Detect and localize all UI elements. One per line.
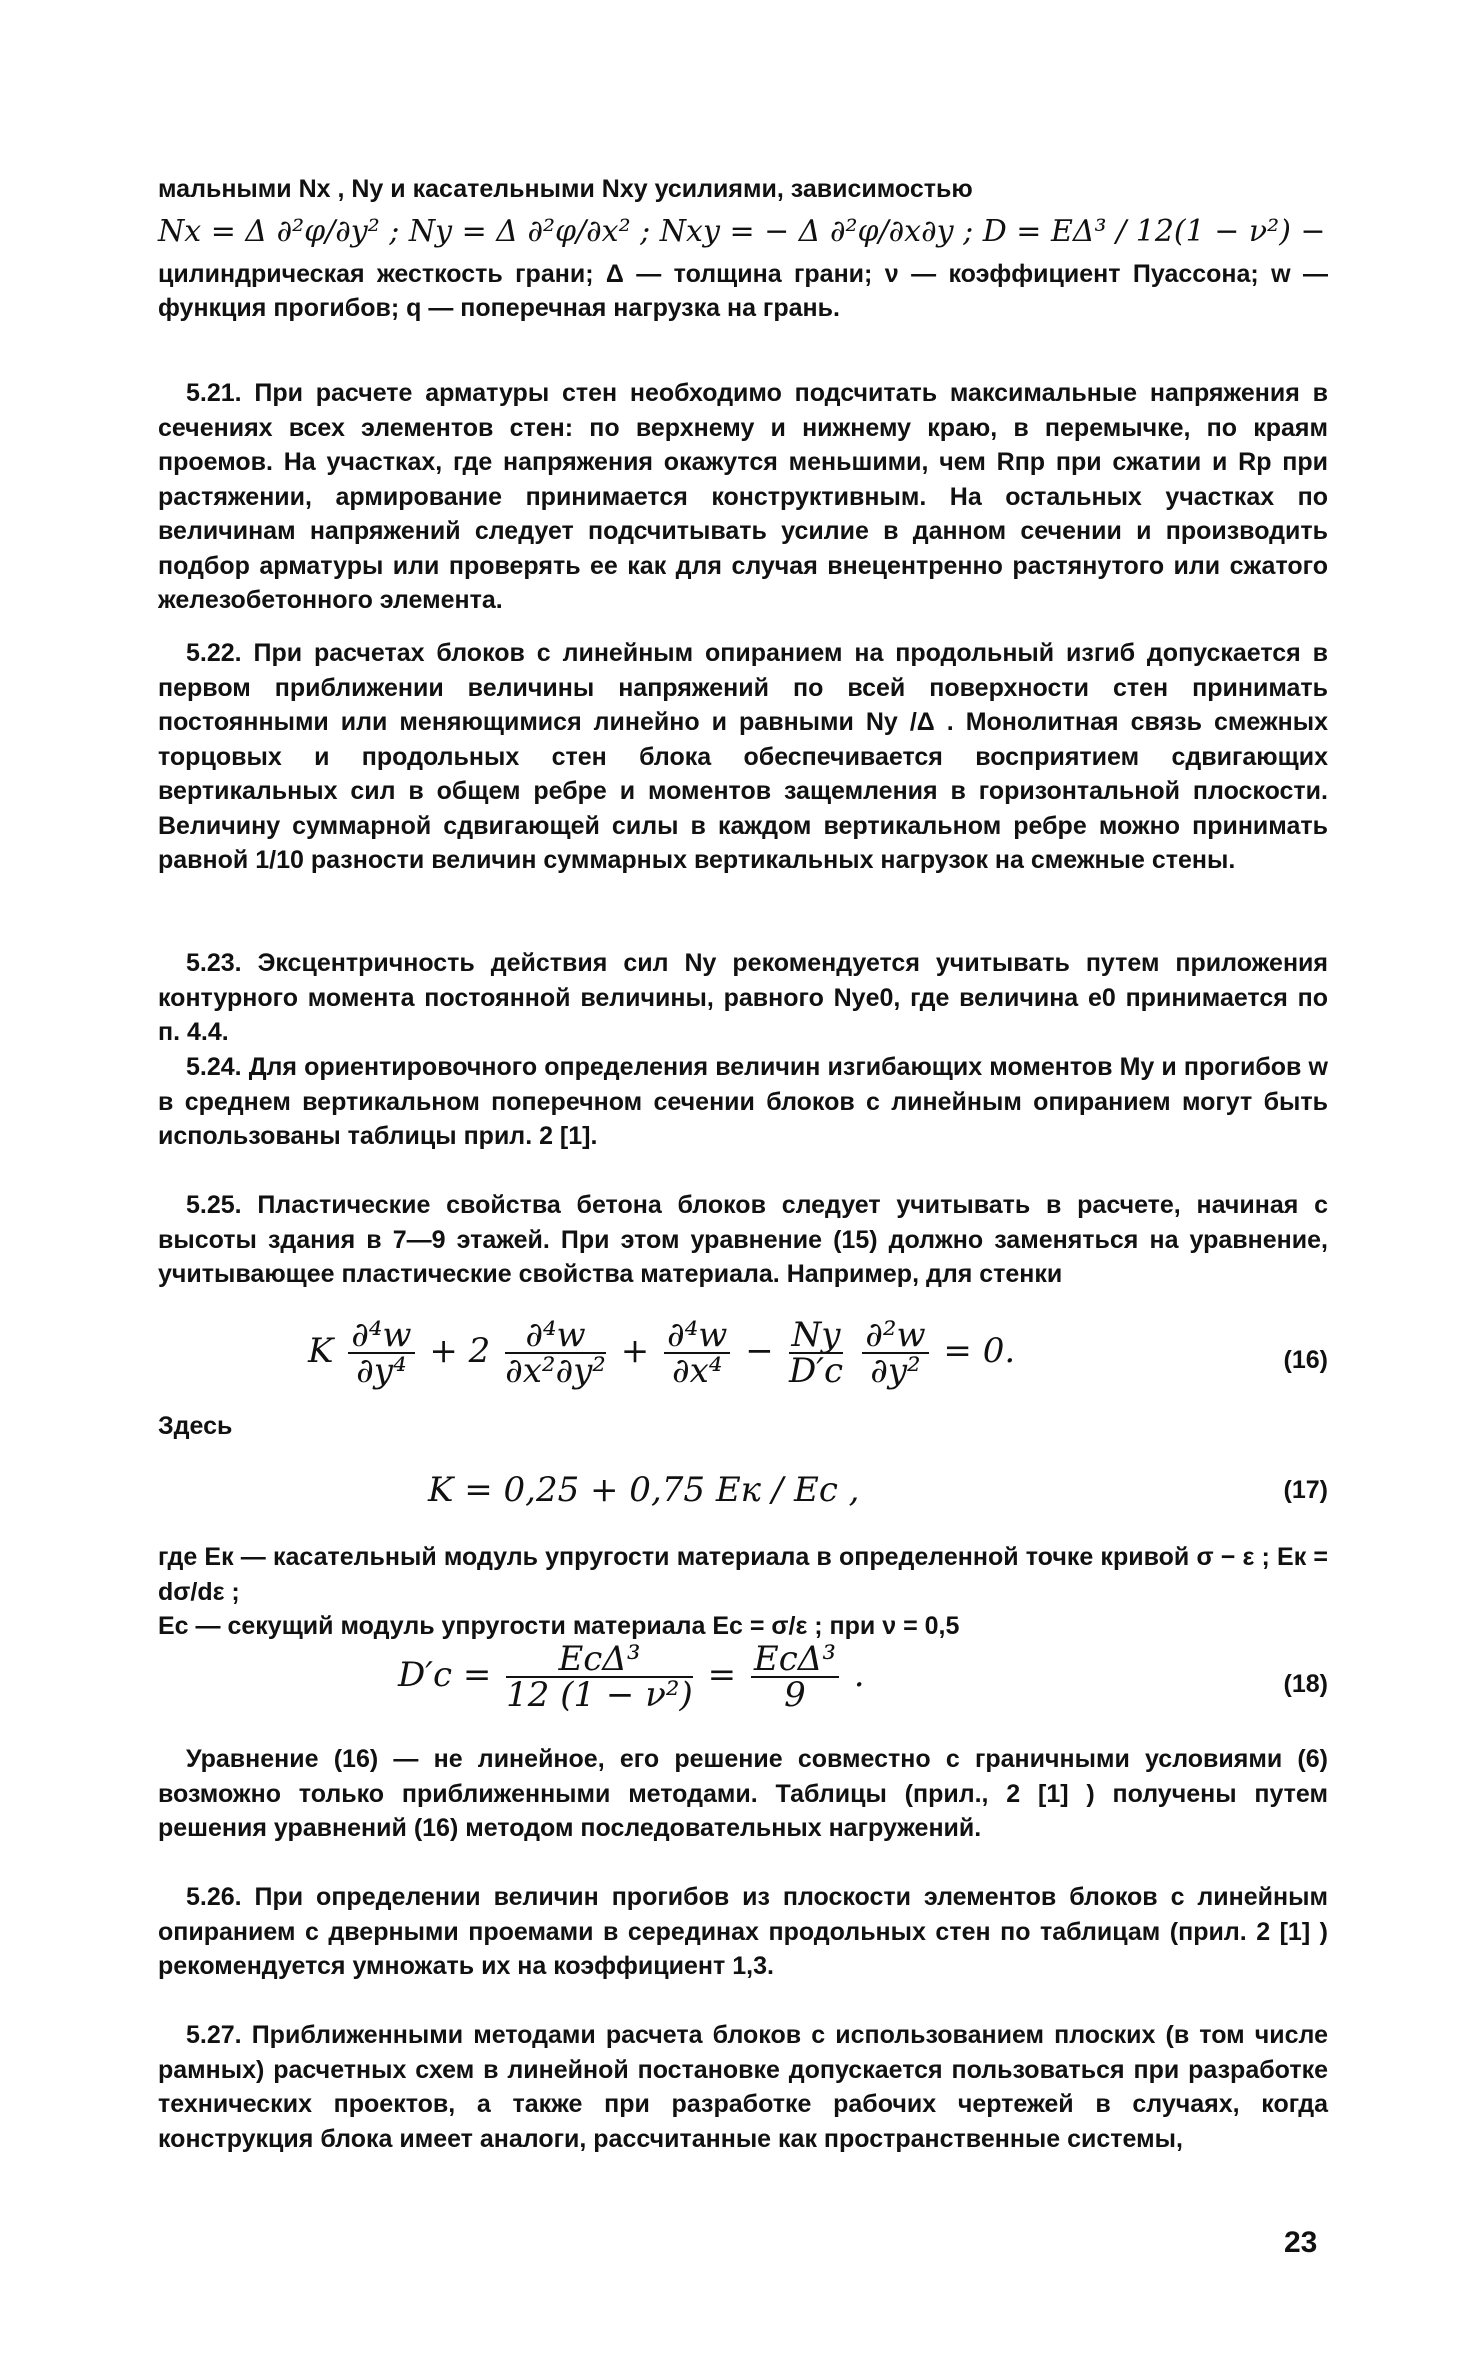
paragraph-5-27 (158, 2018, 1328, 2156)
eq16-op: − (745, 1331, 774, 1371)
eq18-lhs: D′c = (398, 1655, 492, 1695)
eq16-term-3: $\frac{\text{∂⁴w}}{\text{∂x⁴}}$ (664, 1318, 730, 1388)
paragraph-5-23 (158, 946, 1328, 1050)
equation-16 (158, 1304, 1328, 1391)
paragraph-5-26 (158, 1880, 1328, 1984)
equation-number: (17) (1283, 1476, 1328, 1504)
paragraph-text: Уравнение (16) — не линейное, его решение совместно с граничными условиями (6) возможно только приближенными методами. Таблицы (прил., 2 [1] ) получены путем решения уравнений (16) методом последовательных нагружений. (158, 1745, 1328, 1842)
eq18-op: = (707, 1655, 737, 1695)
paragraph-text: 5.21. При расчете арматуры стен необходимо подсчитать максимальные напряжения в сечениях всех элементов стен: по верхнему и нижнему краю, в перемычке, по краям проемов. На участках, где напряжения окажутся меньшими, чем Rпр при сжатии и Rр при растяжении, армирование принимается конструктивным. На остальных участках по величинам напряжений следует подсчитывать усилие в данном сечении и производить подбор арматуры или проверять ее как для случая внецентренно растянутого или сжатого железобетонного элемента. (158, 379, 1328, 614)
eq18-tail: . (853, 1655, 865, 1695)
eq16-op: + 2 (429, 1331, 491, 1371)
equation-number: (16) (1283, 1346, 1328, 1374)
eq18-fraction-2: $\frac{\text{EcΔ³}}{9}$ (751, 1642, 839, 1712)
paragraph-5-21 (158, 376, 1328, 618)
paragraph-text: 5.24. Для ориентировочного определения величин изгибающих моментов My и прогибов w в среднем вертикальном поперечном сечении блоков с линейным опиранием могут быть использованы таблицы прил. 2 [1]. (158, 1053, 1328, 1150)
eq16-term-5: $\frac{\text{∂²w}}{\text{∂y²}}$ (862, 1318, 928, 1388)
eq16-lead: K (308, 1331, 334, 1371)
paragraph-text: 5.26. При определении величин прогибов из плоскости элементов блоков с линейным опиранием с дверными проемами в серединах продольных стен по таблицам (прил. 2 [1] ) рекомендуется умножать их на коэффициент 1,3. (158, 1883, 1328, 1980)
paragraph-text: 5.27. Приближенными методами расчета блоков с использованием плоских (в том числе рамных) расчетных схем в линейной постановке допускается пользоваться при разработке технических проектов, а также при разработке рабочих чертежей в случаях, когда конструкция блока имеет аналоги, рассчитанные как пространственные системы, (158, 2021, 1328, 2153)
paragraph-text: 5.23. Эксцентричность действия сил Ny рекомендуется учитывать путем приложения контурного момента постоянной величины, равного Nye0, где величина e0 принимается по п. 4.4. (158, 949, 1328, 1046)
paragraph-5-22 (158, 636, 1328, 878)
where-line-1: где Eк — касательный модуль упругости материала в определенной точке кривой σ − ε ; Eк = dσ/dε ; (158, 1543, 1328, 1606)
intro-text: цилиндрическая жесткость грани; Δ — толщина грани; ν — коэффициент Пуассона; w — функция прогибов; q — поперечная нагрузка на грань. (158, 259, 1328, 322)
equation-number: (18) (1283, 1670, 1328, 1698)
eq16-term-2: $\frac{\text{∂⁴w}}{\text{∂x²∂y²}}$ (505, 1315, 606, 1391)
intro-block (158, 172, 1328, 326)
where-line-2: Ec — секущий модуль упругости материала Ec = σ/ε ; при ν = 0,5 (158, 1612, 960, 1640)
paragraph-text: 5.25. Пластические свойства бетона блоков следует учитывать в расчете, начиная с высоты здания в 7—9 этажей. При этом уравнение (15) должно заменяться на уравнение, учитывающее пластические свойства материала. Например, для стенки (158, 1191, 1328, 1288)
where-block (158, 1540, 1328, 1644)
page-number: 23 (1284, 2226, 1318, 2259)
eq16-term-1: $\frac{\text{∂⁴w}}{\text{∂y⁴}}$ (348, 1318, 414, 1388)
paragraph-text: 5.22. При расчетах блоков с линейным опиранием на продольный изгиб допускается в первом приближении величины напряжений по всей поверхности стен принимать постоянными или меняющимися линейно и равными Ny /Δ . Монолитная связь смежных торцовых и продольных стен блока обеспечивается восприятием сдвигающих вертикальных сил в общем ребре и моментов защемления в горизонтальной плоскости. Величину суммарной сдвигающей силы в каждом вертикальном ребре можно принимать равной 1/10 разности величин суммарных вертикальных нагрузок на смежные стены. (158, 639, 1328, 874)
eq16-op: + (620, 1331, 650, 1371)
paragraph-5-25 (158, 1188, 1328, 1292)
paragraph-5-24 (158, 1050, 1328, 1154)
equation-17 (158, 1470, 1328, 1520)
eq18-fraction-1: $\frac{\text{EcΔ³}}{\text{12 (1 − ν²)}}$ (506, 1639, 693, 1715)
intro-line: мальными Nx , Ny и касательными Nxy усилиями, зависимостью (158, 175, 973, 203)
eq17-text: K = 0,25 + 0,75 Eк / Ec , (428, 1470, 860, 1510)
paragraph-after-18 (158, 1742, 1328, 1846)
eq16-term-4: $\frac{Ny}{D'c}$ (788, 1315, 843, 1391)
equation-18 (158, 1640, 1328, 1720)
zdes-label: Здесь (158, 1412, 233, 1440)
intro-formula: Nx = Δ ∂²φ/∂y² ; Ny = Δ ∂²φ/∂x² ; Nxy = − Δ ∂²φ/∂x∂y ; D = EΔ³ / 12(1 − ν²) − (158, 213, 1326, 249)
eq16-tail: = 0. (943, 1331, 1016, 1371)
